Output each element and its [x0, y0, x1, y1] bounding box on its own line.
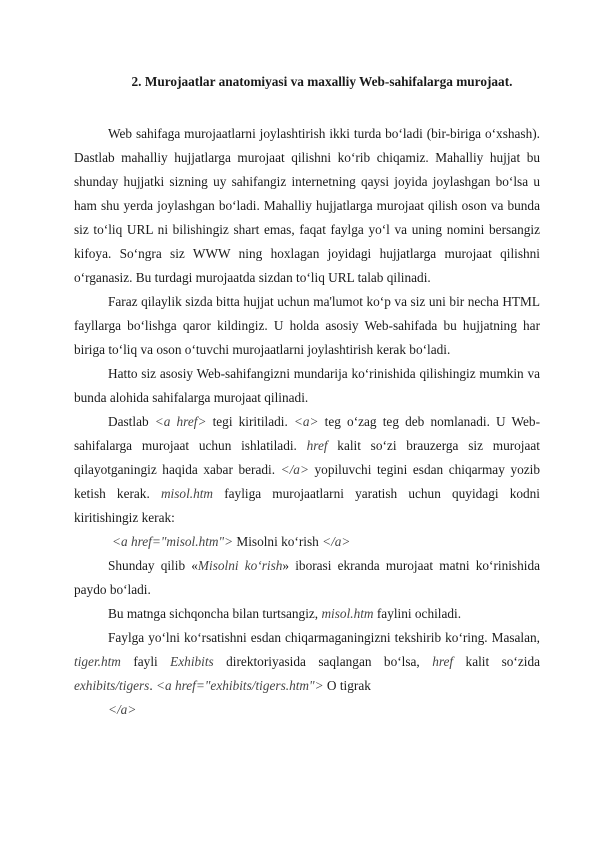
text-run: faylini ochiladi.	[373, 606, 462, 621]
text-run: tegi kiritiladi.	[206, 414, 294, 429]
text-run: yopiluvchi tegini esdan chiqarmay yozib ketish kerak.	[74, 462, 540, 501]
code-inline: tiger.htm	[74, 654, 121, 669]
code-inline: href	[432, 654, 454, 669]
text-run: O tigrak	[323, 678, 371, 693]
paragraph-6	[74, 602, 540, 626]
text-run: direktoriyasida saqlangan bo‘lsa,	[213, 654, 433, 669]
text-run: Shunday qilib «	[108, 558, 198, 573]
code-inline: Exhibits	[170, 654, 214, 669]
code-inline: misol.htm	[160, 486, 214, 501]
section-heading: 2. Murojaatlar anatomiyasi va maxalliy Web-sahifalarga murojaat.	[131, 74, 513, 89]
text-run: fayliga murojaatlarni yaratish uchun quyidagi kodni kiritishingiz kerak:	[74, 486, 540, 525]
text-run: fayli	[120, 654, 171, 669]
code-inline: Misolni ko‘rish	[197, 558, 283, 573]
paragraph-1: Web sahifaga murojaatlarni joylashtirish ikki turda bo‘ladi (bir-biriga o‘xshash). Dastlab mahalliy hujjatlarga murojaat qilishni ko‘rib chiqamiz. Mahalliy hujjat bu shunday hujjatki sizning uy sahifangiz internetning qaysi joyida joylashgan bo‘lsa u ham shu yerda joylashgan bo‘ladi. Mahalliy hujjatlarga murojaat qilish oson va bunda siz to‘liq URL ni bilishingiz shart emas, faqat faylga yo‘l va uning nomini bersangiz kifoya. So‘ngra siz WWW ning hoxlagan joyidagi hujjatlarga murojaat qilishni o‘rganasiz. Bu turdagi murojaatda sizdan to‘liq URL talab qilinadi.	[74, 126, 540, 285]
text-run: kalit so‘zi brauzerga siz murojaat qilayotganingiz haqida xabar beradi.	[74, 438, 540, 477]
code-inline: misol.htm	[321, 606, 374, 621]
text-run: Bu matnga sichqoncha bilan turtsangiz,	[108, 606, 322, 621]
code-example-1	[74, 530, 540, 554]
code-inline: <a>	[293, 414, 319, 429]
code-inline: </a>	[280, 462, 309, 477]
code-inline: href	[306, 438, 328, 453]
text-run: kalit so‘zida	[453, 654, 541, 669]
paragraph-2: Faraz qilaylik sizda bitta hujjat uchun ma'lumot ko‘p va siz uni bir necha HTML fayllarga bo‘lishga qaror kildingiz. U holda asosiy Web-sahifada bu hujjatning har biriga to‘liq va oson o‘tuvchi murojaatlarni joylashtirish kerak bo‘ladi.	[74, 294, 540, 357]
paragraph-4	[74, 410, 540, 530]
text-run: Misolni ko‘rish	[233, 534, 323, 549]
text-run: .	[149, 678, 156, 693]
code-inline: <a href="exhibits/tigers.htm">	[156, 678, 324, 693]
text-run: teg o‘zag teg deb nomlanadi. U Web-sahifalarga murojaat uchun ishlatiladi.	[74, 414, 541, 453]
code-inline: exhibits/tigers	[74, 678, 150, 693]
code-inline: <a href="misol.htm">	[112, 534, 234, 549]
text-run: Faylga yo‘lni ko‘rsatishni esdan chiqarmaganingizni tekshirib ko‘ring. Masalan,	[108, 630, 540, 645]
paragraph-5	[74, 554, 540, 602]
code-inline: </a>	[322, 534, 351, 549]
text-run: Dastlab	[108, 414, 155, 429]
paragraph-7	[74, 626, 540, 698]
code-inline: </a>	[108, 702, 137, 717]
code-inline: <a href>	[154, 414, 207, 429]
paragraph-3: Hatto siz asosiy Web-sahifangizni mundarija ko‘rinishida qilishingiz mumkin va bunda alohida sahifalarga murojaat qilinadi.	[74, 366, 540, 405]
closing-tag-line	[74, 698, 540, 722]
text-run: » iborasi ekranda murojaat matni ko‘rinishida paydo bo‘ladi.	[74, 558, 540, 597]
